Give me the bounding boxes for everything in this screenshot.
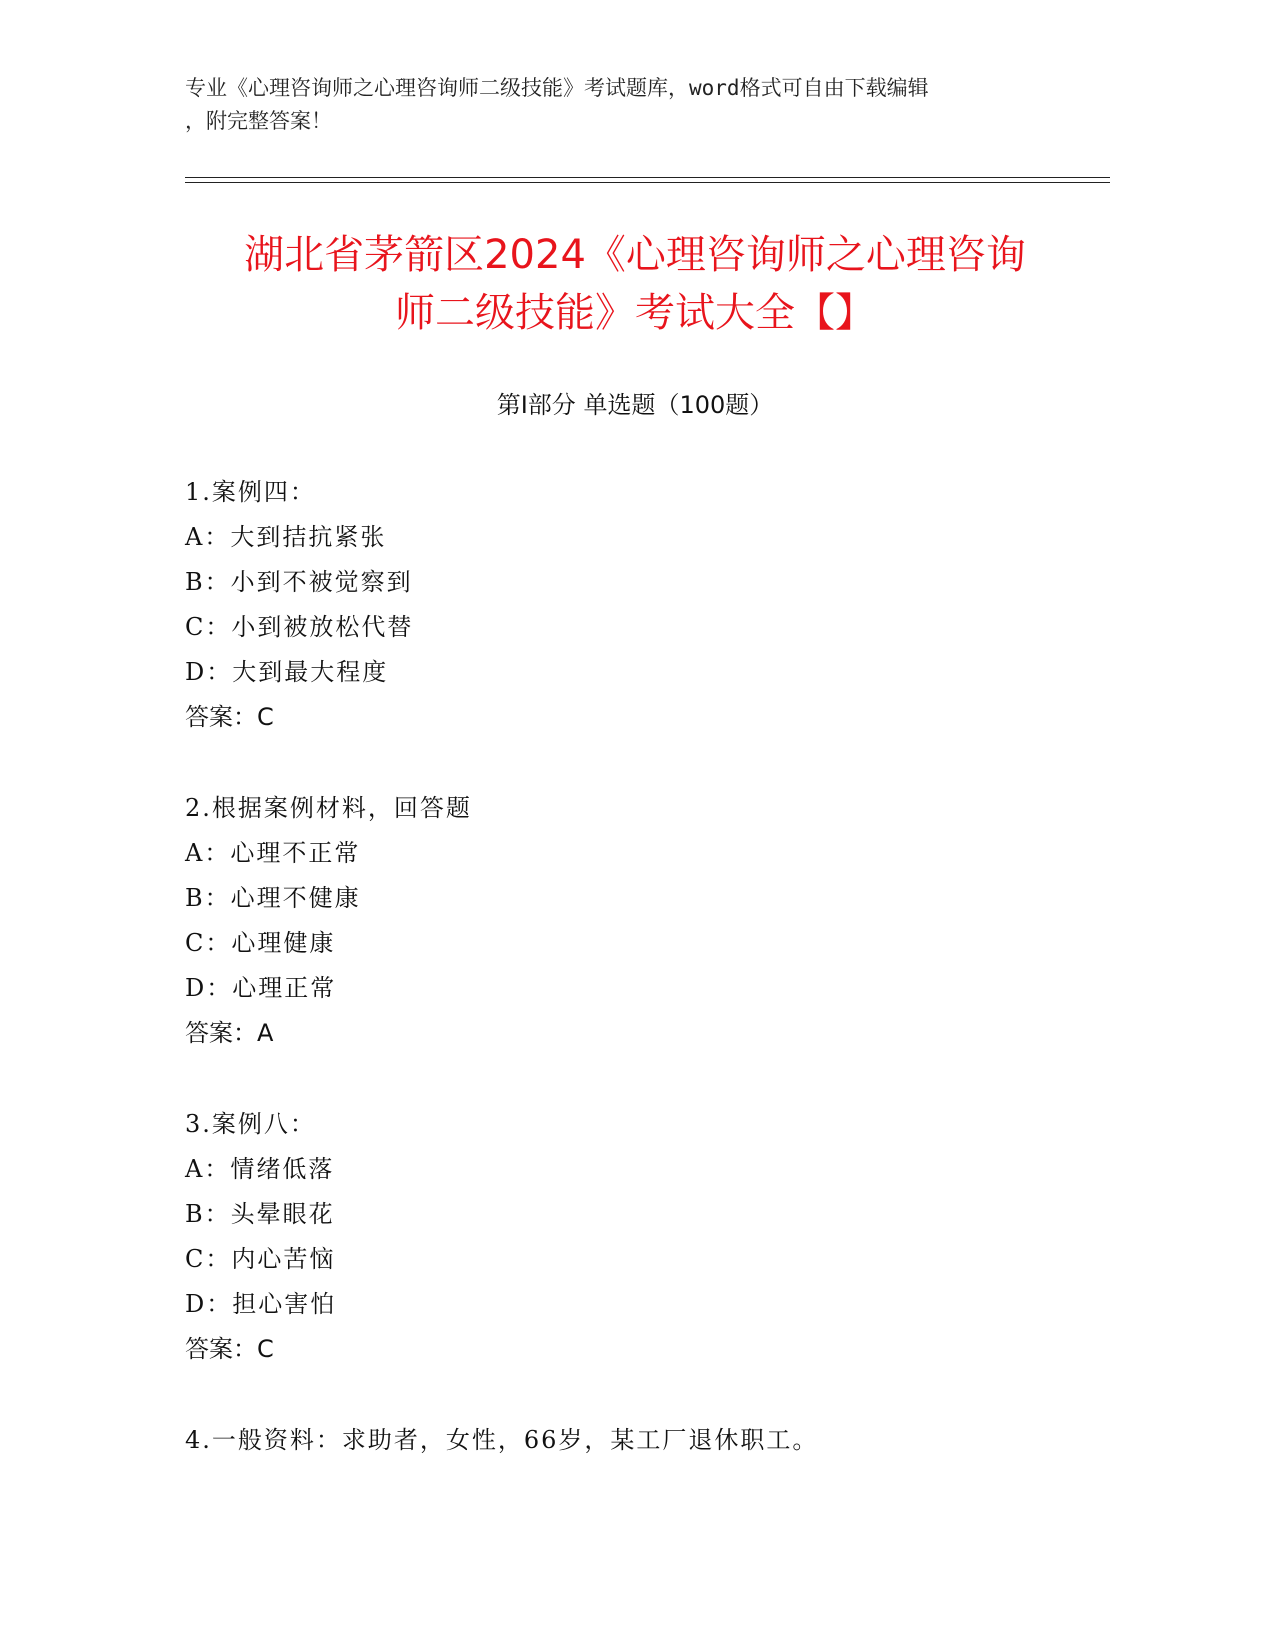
header-note-line1: 专业《心理咨询师之心理咨询师二级技能》考试题库，word格式可自由下载编辑: [185, 76, 929, 100]
answer-label: 答案：C: [185, 703, 274, 731]
option-d: D：大到最大程度: [185, 658, 389, 686]
question-block-4: [185, 1418, 1085, 1463]
option-b: B：头晕眼花: [185, 1200, 335, 1228]
option-d: D：心理正常: [185, 974, 337, 1002]
question-block-2: [185, 786, 1085, 1056]
option-c: C：心理健康: [185, 929, 336, 957]
option-a: A：情绪低落: [185, 1155, 335, 1183]
document-title: [185, 226, 1085, 342]
header-note-line2: ，附完整答案！: [185, 109, 332, 133]
question-block-1: [185, 470, 1085, 740]
answer-label: 答案：A: [185, 1019, 274, 1047]
option-a: A：大到拮抗紧张: [185, 523, 387, 551]
header-divider-bottom: [185, 182, 1110, 183]
header-divider-top: [185, 177, 1110, 178]
header-note: [185, 72, 1085, 138]
document-title-line2: 师二级技能》考试大全【】: [395, 290, 875, 336]
question-stem: 4.一般资料：求助者，女性，66岁，某工厂退休职工。: [185, 1426, 819, 1454]
option-d: D：担心害怕: [185, 1290, 337, 1318]
question-stem: 1.案例四：: [185, 478, 316, 506]
question-block-3: [185, 1102, 1085, 1372]
option-a: A：心理不正常: [185, 839, 361, 867]
question-stem: 2.根据案例材料，回答题: [185, 794, 472, 822]
section-heading: 第I部分 单选题（100题）: [496, 391, 774, 419]
answer-label: 答案：C: [185, 1335, 274, 1363]
question-stem: 3.案例八：: [185, 1110, 316, 1138]
option-b: B：小到不被觉察到: [185, 568, 413, 596]
option-c: C：小到被放松代替: [185, 613, 414, 641]
option-b: B：心理不健康: [185, 884, 361, 912]
document-title-line1: 湖北省茅箭区2024《心理咨询师之心理咨询: [244, 232, 1026, 278]
option-c: C：内心苦恼: [185, 1245, 336, 1273]
